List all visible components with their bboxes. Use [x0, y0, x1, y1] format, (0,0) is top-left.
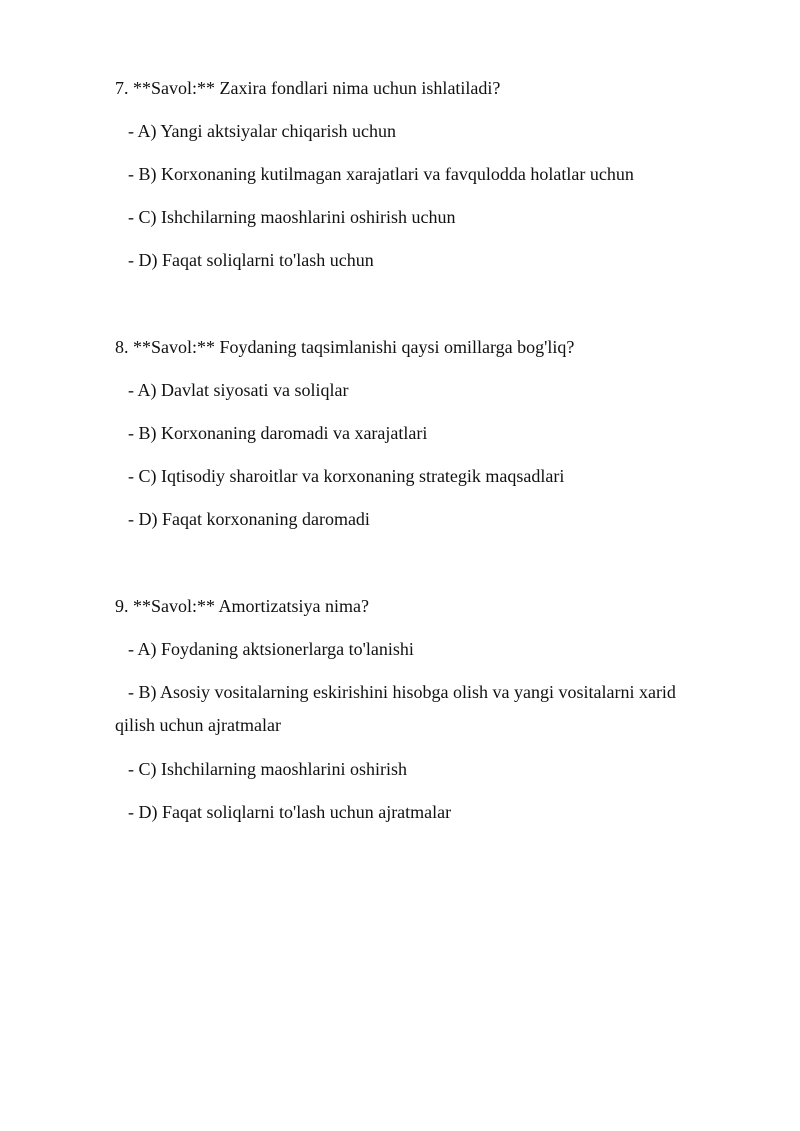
question-9-option-a: - A) Foydaning aktsionerlarga to'lanishi	[128, 639, 414, 659]
question-8-option-d: - D) Faqat korxonaning daromadi	[128, 509, 370, 529]
question-7-prompt: 7. **Savol:** Zaxira fondlari nima uchun ishlatiladi?	[115, 78, 501, 98]
question-7	[115, 76, 715, 272]
question-8-option-c: - C) Iqtisodiy sharoitlar va korxonaning strategik maqsadlari	[128, 466, 565, 486]
question-8-option-a: - A) Davlat siyosati va soliqlar	[128, 380, 349, 400]
question-7-option-d: - D) Faqat soliqlarni to'lash uchun	[128, 250, 374, 270]
question-8	[115, 335, 715, 531]
question-7-option-c: - C) Ishchilarning maoshlarini oshirish uchun	[128, 207, 456, 227]
question-8-option-b: - B) Korxonaning daromadi va xarajatlari	[128, 423, 428, 443]
question-7-option-b: - B) Korxonaning kutilmagan xarajatlari va favqulodda holatlar uchun	[128, 164, 634, 184]
question-7-option-a: - A) Yangi aktsiyalar chiqarish uchun	[128, 121, 396, 141]
question-9	[115, 594, 715, 824]
question-9-option-c: - C) Ishchilarning maoshlarini oshirish	[128, 759, 407, 779]
question-9-prompt: 9. **Savol:** Amortizatsiya nima?	[115, 596, 369, 616]
question-8-prompt: 8. **Savol:** Foydaning taqsimlanishi qaysi omillarga bog'liq?	[115, 337, 575, 357]
question-9-option-b: - B) Asosiy vositalarning eskirishini hisobga olish va yangi vositalarni xarid qilish uchun ajratmalar	[115, 682, 676, 735]
question-9-option-d: - D) Faqat soliqlarni to'lash uchun ajratmalar	[128, 802, 452, 822]
